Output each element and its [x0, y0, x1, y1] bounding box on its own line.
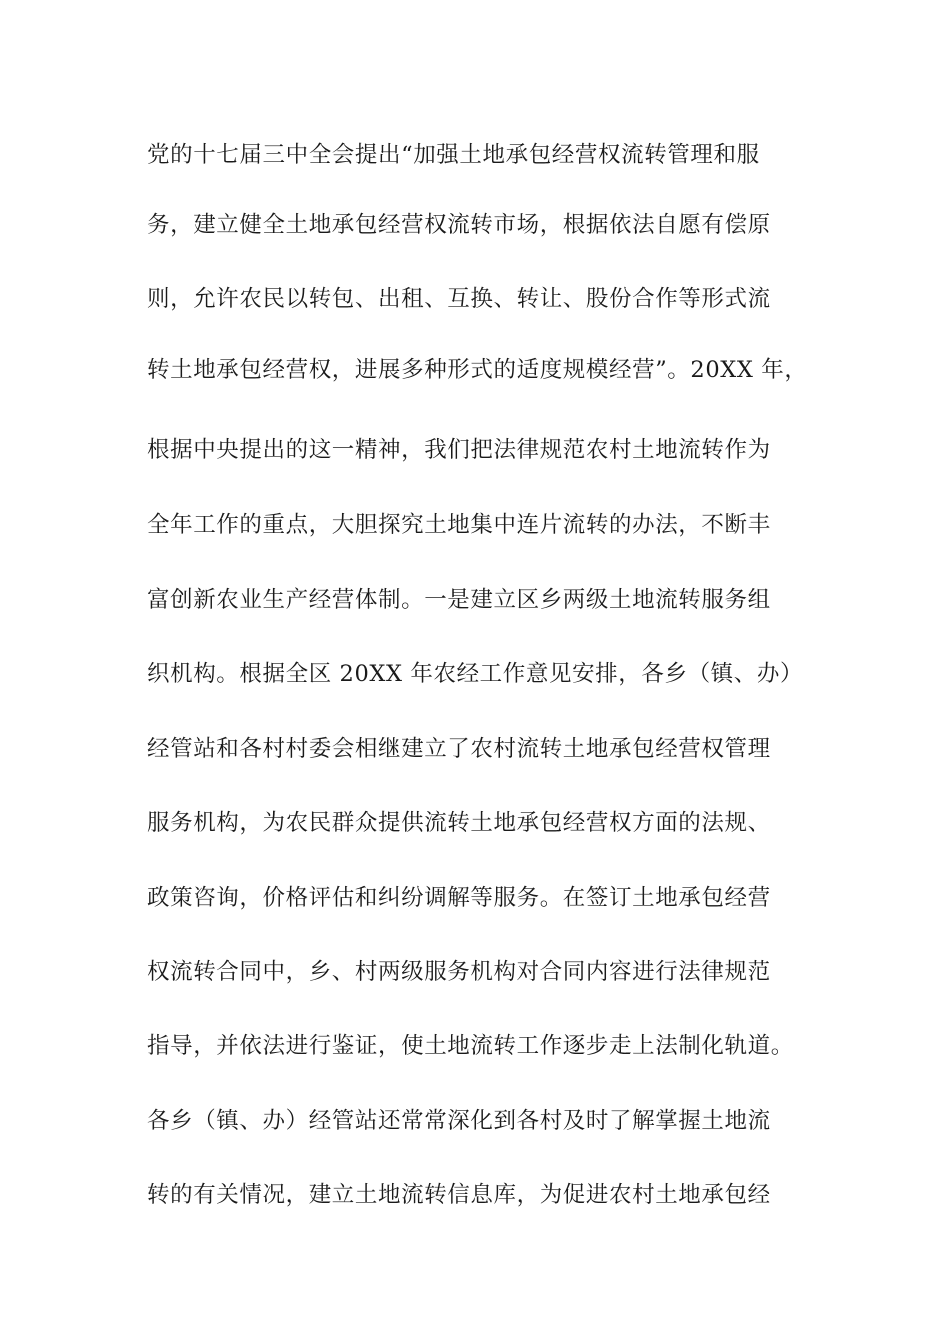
paragraph-line: 务，建立健全土地承包经营权流转市场，根据依法自愿有偿原: [147, 212, 771, 238]
paragraph-line: 则，允许农民以转包、出租、互换、转让、股份合作等形式流: [147, 286, 771, 312]
paragraph-line: 转的有关情况，建立土地流转信息库，为促进农村土地承包经: [147, 1182, 771, 1208]
paragraph-line: 富创新农业生产经营体制。一是建立区乡两级土地流转服务组: [147, 587, 771, 613]
paragraph-line: 全年工作的重点，大胆探究土地集中连片流转的办法，不断丰: [147, 512, 771, 538]
paragraph-line: 根据中央提出的这一精神，我们把法律规范农村土地流转作为: [147, 437, 771, 463]
paragraph-line: 政策咨询，价格评估和纠纷调解等服务。在签订土地承包经营: [147, 885, 771, 911]
paragraph-line: 转土地承包经营权，进展多种形式的适度规模经营”。20XX 年，: [147, 357, 808, 383]
paragraph-line: 服务机构，为农民群众提供流转土地承包经营权方面的法规、: [147, 810, 771, 836]
paragraph-line: 经管站和各村村委会相继建立了农村流转土地承包经营权管理: [147, 736, 771, 762]
paragraph-line: 权流转合同中，乡、村两级服务机构对合同内容进行法律规范: [147, 959, 771, 985]
paragraph-line: 织机构。根据全区 20XX 年农经工作意见安排，各乡（镇、办）: [147, 661, 804, 687]
paragraph-line: 指导，并依法进行鉴证，使土地流转工作逐步走上法制化轨道。: [147, 1033, 794, 1059]
paragraph-line: 党的十七届三中全会提出“加强土地承包经营权流转管理和服: [147, 142, 760, 168]
paragraph-line: 各乡（镇、办）经管站还常常深化到各村及时了解掌握土地流: [147, 1108, 771, 1134]
